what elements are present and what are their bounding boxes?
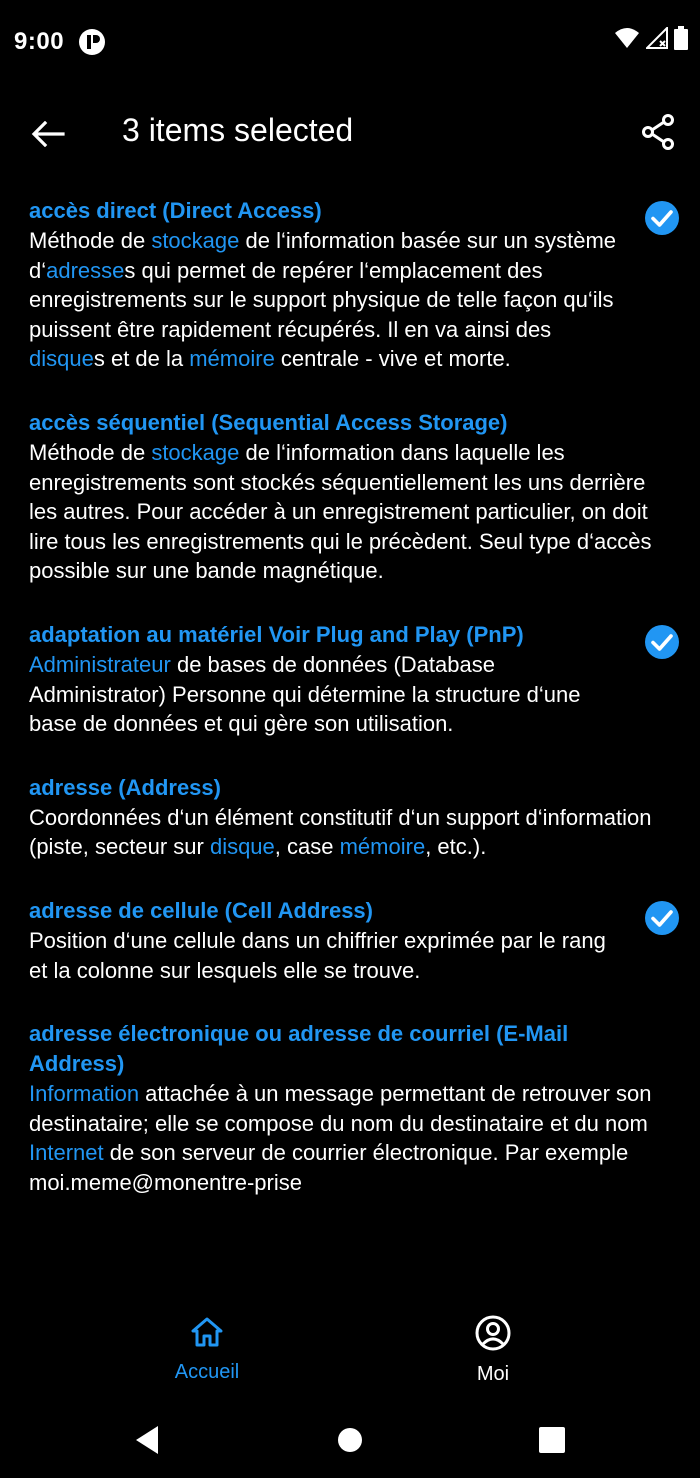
entry-definition bbox=[29, 650, 620, 739]
definition-text: de bases de données (Database Administrator) Personne qui détermine la structure d‘une base de données et qui gère son utilisation. bbox=[29, 651, 581, 737]
term-link[interactable]: adresse bbox=[46, 257, 125, 283]
back-arrow-icon bbox=[31, 121, 65, 147]
share-icon bbox=[641, 114, 675, 150]
definition-text: centrale - vive et morte. bbox=[274, 346, 511, 372]
term-link[interactable]: mémoire bbox=[189, 346, 275, 372]
term-link[interactable]: disque bbox=[209, 834, 275, 860]
definition-text: Position d‘une cellule dans un chiffrier exprimée par le rang et la colonne sur lesquels elle se trouve. bbox=[29, 927, 606, 983]
entry-definition bbox=[29, 438, 676, 586]
entry-definition bbox=[29, 926, 620, 985]
definition-text: , case bbox=[274, 834, 340, 860]
definition-text: de l‘information dans laquelle les enregistrements sont stockés séquentiellement les uns derrière les autres. Pour accéder à un enregistrement particulier, on doit lire tous les enregistrements qui le précèdent. Seul type d‘accès possible sur une bande magnétique. bbox=[29, 439, 652, 584]
entry-title: adresse (Address) bbox=[29, 774, 221, 800]
list-item[interactable] bbox=[0, 408, 700, 586]
status-bar bbox=[0, 0, 700, 86]
check-circle-icon bbox=[644, 200, 680, 236]
wifi-icon bbox=[614, 27, 640, 49]
entry-title: accès direct (Direct Access) bbox=[29, 198, 322, 223]
entry-title: adresse électronique ou adresse de courriel (E-Mail Address) bbox=[29, 1021, 569, 1077]
nav-home-icon[interactable] bbox=[332, 1422, 368, 1458]
app-bar bbox=[0, 96, 700, 168]
glossary-list[interactable] bbox=[0, 196, 700, 1296]
list-item[interactable] bbox=[0, 773, 700, 862]
list-item[interactable] bbox=[0, 620, 700, 739]
term-link[interactable]: Administrateur bbox=[29, 651, 171, 677]
definition-text: de son serveur de courrier électronique. Par exemple moi.meme@monentre-prise bbox=[29, 1140, 629, 1195]
term-link[interactable]: disque bbox=[29, 346, 94, 372]
definition-text: s qui permet de repérer l‘emplacement des enregistrements sur le support physique de telle façon qu‘ils puissent être rapidement récupérés. Il en va ainsi des bbox=[29, 257, 614, 342]
entry-title: accès séquentiel (Sequential Access Storage) bbox=[29, 409, 508, 435]
term-link[interactable]: stockage bbox=[151, 228, 240, 253]
account-circle-icon bbox=[474, 1314, 512, 1352]
share-button[interactable] bbox=[634, 108, 682, 156]
term-link[interactable]: Internet bbox=[29, 1140, 104, 1166]
nav-label-me: Moi bbox=[476, 1363, 510, 1385]
battery-icon bbox=[674, 26, 688, 50]
signal-icon bbox=[646, 27, 668, 49]
term-link[interactable]: stockage bbox=[151, 439, 240, 465]
status-icons bbox=[614, 26, 688, 50]
definition-text: Coordonnées d‘un élément constitutif d‘un support d‘information (piste, secteur sur bbox=[29, 804, 652, 860]
term-link[interactable]: Information bbox=[29, 1081, 140, 1107]
list-item[interactable] bbox=[0, 196, 700, 374]
entry-title: adresse de cellule (Cell Address) bbox=[29, 897, 373, 923]
nav-item-home[interactable] bbox=[127, 1314, 287, 1384]
definition-text: Méthode de bbox=[29, 228, 152, 253]
term-link[interactable]: mémoire bbox=[339, 834, 426, 860]
list-item[interactable] bbox=[0, 1019, 700, 1197]
entry-title: adaptation au matériel Voir Plug and Play (PnP) bbox=[29, 621, 524, 647]
definition-text: de l‘information basée sur un système d‘ bbox=[29, 228, 617, 283]
entry-definition bbox=[29, 226, 620, 374]
check-circle-icon bbox=[644, 900, 680, 936]
list-item[interactable] bbox=[0, 896, 700, 985]
nav-recents-icon[interactable] bbox=[534, 1422, 570, 1458]
nav-back-icon[interactable] bbox=[130, 1422, 166, 1458]
nav-label-home: Accueil bbox=[174, 1361, 240, 1383]
check-circle-icon bbox=[644, 624, 680, 660]
entry-definition bbox=[29, 1079, 676, 1197]
entry-definition bbox=[29, 803, 676, 862]
status-time: 9:00 bbox=[14, 28, 65, 55]
home-icon bbox=[189, 1314, 225, 1350]
system-navigation-bar bbox=[0, 1400, 700, 1478]
app-notification-icon bbox=[78, 28, 106, 56]
definition-text: s et de la bbox=[93, 346, 190, 372]
definition-text: attachée à un message permettant de retrouver son destinataire; elle se compose du nom du destinataire et du nom bbox=[29, 1081, 652, 1136]
definition-text: Méthode de bbox=[29, 439, 152, 465]
nav-item-me[interactable] bbox=[413, 1314, 573, 1386]
bottom-navigation bbox=[0, 1300, 700, 1400]
definition-text: , etc.). bbox=[425, 834, 487, 860]
back-button[interactable] bbox=[24, 110, 72, 158]
selection-title: 3 items selected bbox=[122, 112, 354, 148]
